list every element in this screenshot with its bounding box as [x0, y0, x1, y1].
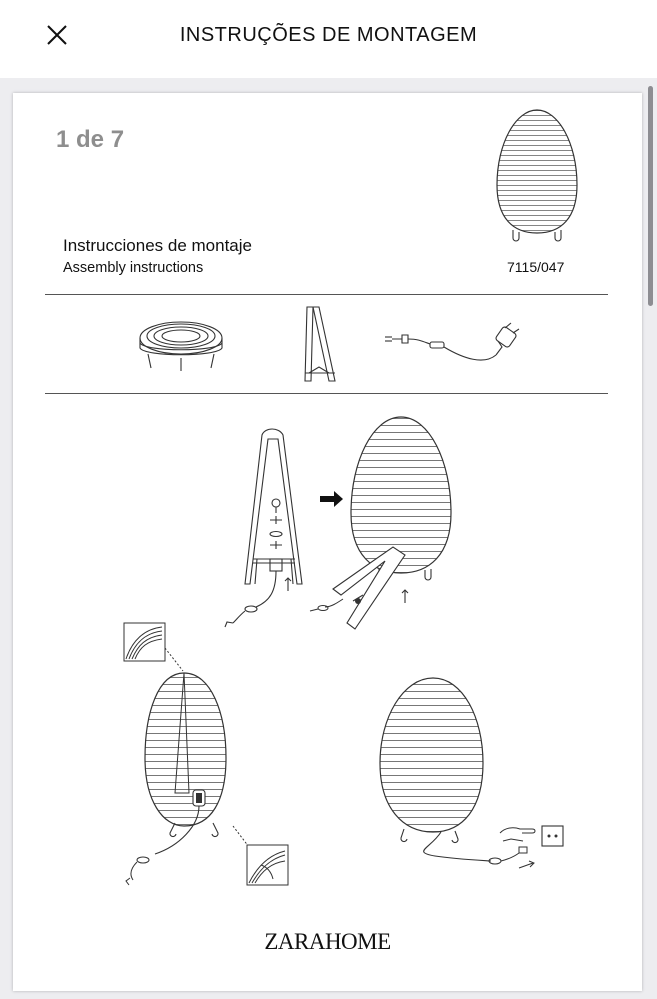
- step1-lamp-icon: [310, 417, 451, 629]
- frame-part-icon: [305, 307, 335, 381]
- page-counter: 1 de 7: [56, 126, 125, 153]
- detail-inset-bottom-icon: [233, 826, 288, 885]
- top-bar: [0, 0, 657, 78]
- lamp-thumbnail-icon: [497, 110, 577, 241]
- step1-frame-icon: [225, 429, 302, 627]
- page-title: INSTRUÇÕES DE MONTAGEM: [179, 24, 478, 46]
- scrollbar[interactable]: [645, 86, 655, 996]
- step3-lamp-icon: [380, 678, 563, 868]
- assembly-illustration: [13, 93, 642, 991]
- product-reference: 7115/047: [507, 259, 565, 275]
- cable-part-icon: [385, 323, 519, 360]
- arrow-right-icon: [320, 491, 343, 507]
- document-title: Instrucciones de montaje: [63, 236, 252, 255]
- document-subtitle: Assembly instructions: [63, 260, 204, 276]
- base-part-icon: [140, 322, 222, 371]
- scrollbar-thumb[interactable]: [648, 86, 653, 306]
- detail-inset-top-icon: [124, 623, 183, 671]
- instruction-page[interactable]: [13, 93, 642, 991]
- brand-logo: ZARAHOME: [264, 929, 391, 954]
- step2-lamp-icon: [126, 673, 226, 885]
